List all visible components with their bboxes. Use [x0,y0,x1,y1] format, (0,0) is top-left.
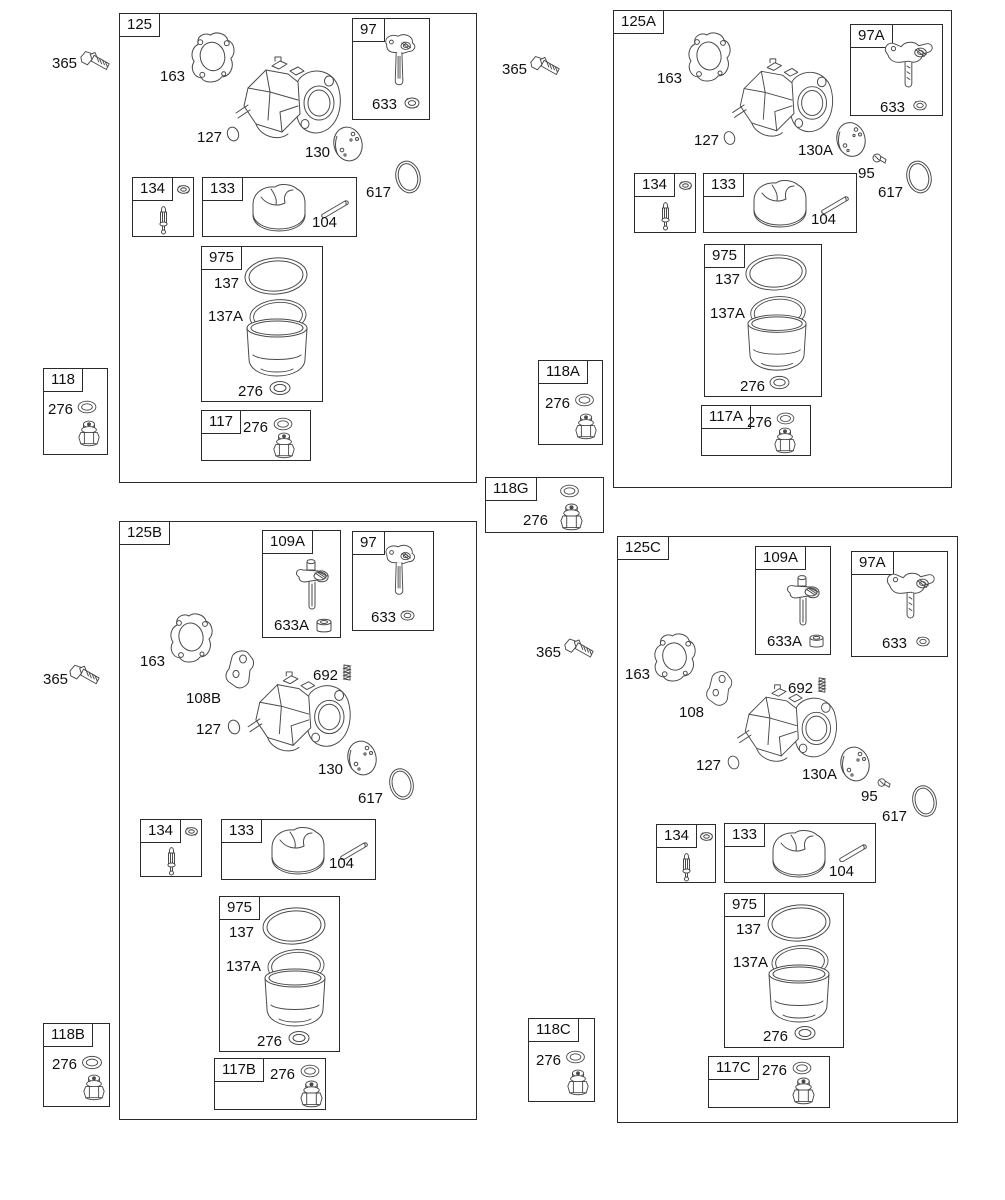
pin-label: 104 [329,855,355,872]
float-bowl-icon [745,313,809,375]
o-ring-label: 617 [878,184,904,201]
kit-134-label: 134 [634,173,675,197]
small-screw-icon [877,777,892,789]
bracket-label: 108 [679,704,705,721]
kit-109a-box [755,546,831,655]
jet-bushing-label: 633A [767,633,803,650]
bowl-gasket-icon [743,252,809,293]
bowl-gasket-alt-label: 137A [733,954,769,971]
shaft-seal-label: 633 [372,96,398,113]
kit-134-box [132,177,194,237]
bowl-gasket-label: 137 [214,275,240,292]
kit-117-label: 117 [201,410,241,434]
o-ring-label: 617 [358,790,384,807]
flat-washer-icon [75,399,99,415]
kit-97-label: 97 [352,18,385,42]
kit-118c-box [528,1018,595,1102]
gasket-label: 163 [140,653,166,670]
seal-icon [726,755,741,770]
small-screw-label: 95 [858,165,875,182]
flat-washer-icon [573,392,596,408]
kit-97a-label: 97A [850,24,893,48]
drilled-plate-icon [835,121,867,158]
bowl-nut-icon [82,1073,106,1102]
kit-118a-box [538,360,603,445]
kit-975-label: 975 [201,246,242,270]
mounting-bolt-label: 365 [43,671,69,688]
kit-117b-label: 117B [214,1058,264,1082]
kit-133-label: 133 [221,819,262,843]
inlet-seat-icon [184,826,199,837]
shaft-seal-icon [912,99,928,112]
choke-shaft-icon [878,570,940,624]
bowl-nut-icon [566,1068,590,1097]
kit-134-box [140,819,202,877]
bowl-nut-icon [77,419,101,448]
seal-icon [225,126,241,142]
bowl-nut-icon [299,1079,324,1109]
seal-label: 127 [696,757,722,774]
bowl-nut-icon [791,1076,816,1106]
kit-133-label: 133 [202,177,243,201]
nut-washer-label: 276 [762,1062,788,1079]
o-ring-icon [904,159,934,195]
gasket-label: 163 [160,68,186,85]
kit-118-label: 118 [43,368,83,392]
bowl-gasket-label: 137 [229,924,255,941]
kit-97-box [352,531,434,631]
shaft-seal-label: 633 [371,609,397,626]
bowl-washer-label: 276 [257,1033,283,1050]
kit-97-box [352,18,430,120]
section-125c-label: 125C [617,536,669,560]
seal-icon [226,719,242,735]
flat-washer-icon [793,1024,817,1042]
jet-bushing-icon [315,618,333,634]
kit-134-box [634,173,696,233]
kit-133-box [724,823,876,883]
bowl-nut-icon [559,502,584,532]
pin-label: 104 [829,863,855,880]
bowl-gasket-label: 137 [715,271,741,288]
kit-118g-box [485,477,604,533]
hex-bolt-icon [528,53,562,79]
kit-975-box [704,244,822,397]
kit-118-box [43,368,108,455]
section-125-label: 125 [119,13,160,37]
carburetor-body-icon [724,56,839,148]
shaft-seal-icon [399,609,416,622]
kit-117c-box [708,1056,830,1108]
kit-97-label: 97 [352,531,385,555]
bowl-nut-icon [773,426,797,455]
mounting-bolt-label: 365 [502,61,528,78]
drilled-plate-icon [839,746,871,782]
needle-valve-icon [658,199,673,231]
mounting-bolt-label: 365 [52,55,78,72]
bowl-gasket-icon [242,255,310,297]
shaft-seal-icon [403,96,421,110]
kit-118a-label: 118A [538,360,588,384]
o-ring-label: 617 [366,184,392,201]
kit-975-box [219,896,340,1052]
needle-valve-icon [164,844,179,876]
kit-133-label: 133 [703,173,744,197]
o-ring-label: 617 [882,808,908,825]
hex-bolt-icon [78,48,112,74]
gasket-icon [652,632,697,683]
section-125a-box [613,10,952,488]
carburetor-body-icon [228,54,346,150]
kit-975-label: 975 [724,893,765,917]
o-ring-icon [910,783,939,819]
kit-133-box [202,177,357,237]
seal-label: 127 [196,721,222,738]
seal-icon [722,130,737,146]
shaft-seal-icon [915,635,931,648]
o-ring-icon [393,159,423,195]
bowl-gasket-label: 137 [736,921,762,938]
float-bowl-icon [262,967,328,1031]
hex-bolt-icon [562,636,596,661]
section-125a-label: 125A [613,10,664,34]
nut-washer-label: 276 [545,395,571,412]
carburetor-body-icon [239,669,357,763]
kit-133-box [221,819,376,880]
bowl-gasket-alt-label: 137A [710,305,746,322]
nut-washer-label: 276 [536,1052,562,1069]
shaft-seal-label: 633 [880,99,906,116]
float-bowl-icon [766,963,832,1027]
kit-117c-label: 117C [708,1056,759,1080]
bowl-nut-icon [272,431,296,460]
section-125c-box [617,536,958,1123]
kit-134-label: 134 [140,819,181,843]
flat-washer-icon [774,411,797,426]
kit-117a-box [701,405,811,456]
choke-spool-icon [767,829,831,879]
nut-washer-label: 276 [48,401,74,418]
choke-spool-icon [748,179,812,229]
bowl-gasket-icon [765,902,833,944]
bowl-nut-icon [574,412,598,441]
nut-washer-label: 276 [747,414,773,431]
bowl-washer-label: 276 [763,1028,789,1045]
flat-washer-icon [80,1054,104,1071]
drilled-plate-icon [332,126,364,162]
kit-117-box [201,410,311,461]
small-screw-icon [872,152,888,165]
plate-label: 130 [305,144,331,161]
kit-975-box [724,893,844,1048]
throttle-shaft-icon [379,544,421,602]
kit-109a-box [262,530,341,638]
inlet-seat-icon [678,180,693,191]
inlet-seat-icon [176,184,191,195]
kit-133-box [703,173,857,233]
section-125b-label: 125B [119,521,170,545]
kit-118g-label: 118G [485,477,537,501]
kit-97a-label: 97A [851,551,894,575]
kit-109a-label: 109A [755,546,806,570]
gasket-label: 163 [657,70,683,87]
jet-bushing-label: 633A [274,617,310,634]
o-ring-icon [387,766,416,802]
mounting-bolt-label: 365 [536,644,562,661]
bowl-gasket-alt-label: 137A [226,958,262,975]
kit-117a-label: 117A [701,405,751,429]
float-bowl-icon [244,317,310,381]
kit-118b-box [43,1023,110,1107]
bowl-washer-label: 276 [740,378,766,395]
plate-label: 130 [318,761,344,778]
carburetor-body-icon [729,682,843,773]
flat-washer-icon [564,1049,587,1065]
main-jet-icon [289,557,331,615]
kit-97a-box [851,551,948,657]
kit-134-box [656,824,716,883]
kit-117b-box [214,1058,326,1110]
nut-washer-label: 276 [52,1056,78,1073]
seal-label: 127 [694,132,720,149]
kit-118b-label: 118B [43,1023,93,1047]
nut-washer-label: 276 [523,512,549,529]
bowl-gasket-icon [260,905,328,947]
hex-bolt-icon [67,662,102,688]
kit-133-label: 133 [724,823,765,847]
throttle-shaft-icon [379,33,421,93]
flat-washer-icon [287,1029,311,1047]
choke-shaft-icon [877,39,937,93]
kit-97a-box [850,24,943,116]
nut-washer-label: 276 [243,419,269,436]
flat-washer-icon [790,1060,814,1076]
kit-109a-label: 109A [262,530,313,554]
kit-134-label: 134 [132,177,173,201]
flat-washer-icon [768,374,791,391]
gasket-label: 163 [625,666,651,683]
bracket-label: 108B [186,690,222,707]
plate-label: 130A [802,766,838,783]
section-125-box [119,13,477,483]
section-125b-box [119,521,477,1120]
pin-label: 104 [312,214,338,231]
kit-975-label: 975 [704,244,745,268]
kit-118c-label: 118C [528,1018,579,1042]
flat-washer-icon [298,1063,322,1079]
kit-975-label: 975 [219,896,260,920]
nut-washer-label: 276 [270,1066,296,1083]
seal-label: 127 [197,129,223,146]
flat-washer-icon [268,379,292,397]
flat-washer-icon [271,416,295,432]
kit-134-label: 134 [656,824,697,848]
gasket-icon [168,612,214,664]
bowl-gasket-alt-label: 137A [208,308,244,325]
bowl-washer-label: 276 [238,383,264,400]
small-screw-label: 95 [861,788,878,805]
spring-label: 692 [788,680,814,697]
kit-975-box [201,246,323,402]
plate-label: 130A [798,142,834,159]
choke-spool-icon [247,183,311,233]
drilled-plate-icon [346,740,378,776]
dowel-pin-icon [837,840,869,862]
inlet-seat-icon [699,831,714,842]
choke-spool-icon [266,826,330,876]
needle-valve-icon [156,203,171,235]
shaft-seal-label: 633 [882,635,908,652]
pin-label: 104 [811,211,837,228]
needle-valve-icon [679,850,694,882]
main-jet-icon [780,573,822,631]
jet-bushing-icon [808,634,825,649]
flat-washer-icon [557,483,582,499]
spring-label: 692 [313,667,339,684]
